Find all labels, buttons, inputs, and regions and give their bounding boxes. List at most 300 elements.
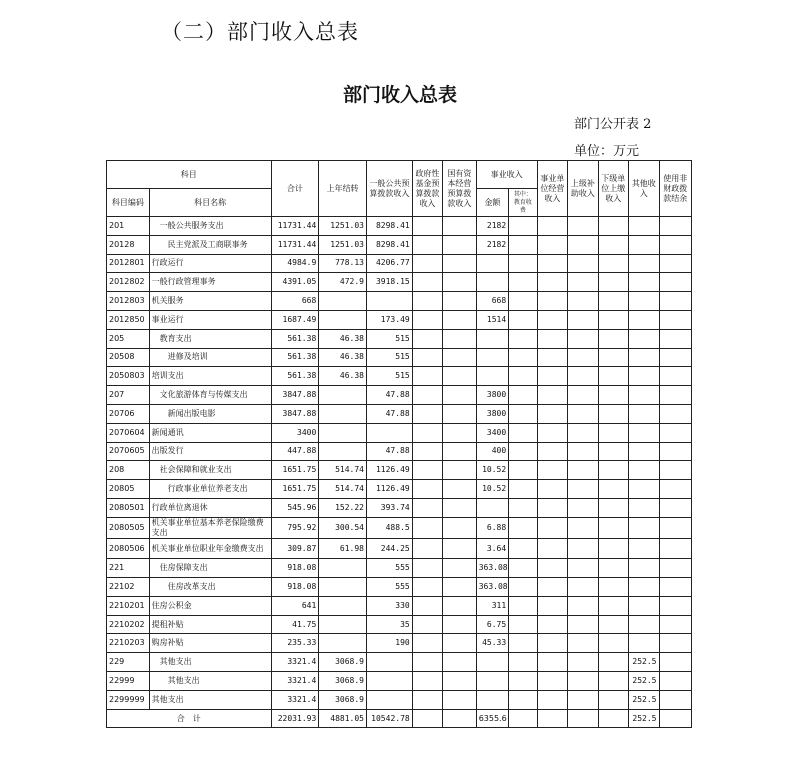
header-non-fiscal: 使用非财政拨款结余 [659, 161, 692, 217]
cell-name: 出版发行 [149, 442, 271, 461]
cell-general-budget: 515 [367, 367, 413, 386]
cell-general-budget [367, 292, 413, 311]
cell-code: 2012801 [107, 254, 150, 273]
header-gov-fund: 政府性基金预算拨款收入 [412, 161, 442, 217]
cell-total: 545.96 [271, 498, 319, 517]
cell-code: 2012802 [107, 273, 150, 292]
cell-subordinate [598, 480, 628, 499]
cell-subordinate [598, 672, 628, 691]
cell-biz-income [537, 235, 567, 254]
cell-superior-subsidy [568, 329, 598, 348]
cell-general-budget [367, 423, 413, 442]
cell-superior-subsidy [568, 615, 598, 634]
cell-biz-income [537, 404, 567, 423]
cell-gov-fund [412, 404, 442, 423]
cell-biz-income [537, 217, 567, 236]
table-row [107, 690, 692, 709]
cell-edu-fee [509, 367, 537, 386]
cell-non-fiscal [659, 386, 692, 405]
cell-name: 购房补贴 [149, 634, 271, 653]
cell-name: 行政事业单位养老支出 [149, 480, 271, 499]
cell-edu-fee [509, 217, 537, 236]
cell-career-amount: 10.52 [476, 480, 509, 499]
cell-general-budget: 47.88 [367, 404, 413, 423]
cell-other-income [629, 217, 659, 236]
cell-gov-fund [412, 292, 442, 311]
cell-biz-income [537, 653, 567, 672]
cell-gov-fund [412, 254, 442, 273]
table-row [107, 596, 692, 615]
cell-superior-subsidy [568, 292, 598, 311]
cell-subordinate [598, 538, 628, 559]
cell-name: 社会保障和就业支出 [149, 461, 271, 480]
cell-name: 机关事业单位基本养老保险缴费支出 [149, 517, 271, 538]
cell-code: 22999 [107, 672, 150, 691]
cell-total: 22031.93 [271, 709, 319, 728]
cell-non-fiscal [659, 578, 692, 597]
cell-other-income [629, 386, 659, 405]
cell-career-amount [476, 672, 509, 691]
cell-superior-subsidy [568, 235, 598, 254]
cell-non-fiscal [659, 461, 692, 480]
page-title: 部门收入总表 [342, 84, 457, 106]
cell-edu-fee [509, 538, 537, 559]
cell-total: 41.75 [271, 615, 319, 634]
cell-gov-fund [412, 273, 442, 292]
header-biz-income: 事业单位经营收入 [537, 161, 567, 217]
cell-carryover: 152.22 [319, 498, 367, 517]
cell-biz-income [537, 273, 567, 292]
cell-carryover: 3068.9 [319, 672, 367, 691]
cell-biz-income [537, 423, 567, 442]
cell-carryover: 514.74 [319, 480, 367, 499]
cell-career-amount: 6.88 [476, 517, 509, 538]
cell-subordinate [598, 273, 628, 292]
cell-gov-fund [412, 329, 442, 348]
cell-superior-subsidy [568, 442, 598, 461]
cell-state-capital [443, 615, 477, 634]
cell-name: 一般公共服务支出 [149, 217, 271, 236]
cell-state-capital [443, 404, 477, 423]
header-career-income: 事业收入 [476, 161, 537, 189]
cell-career-amount: 3.64 [476, 538, 509, 559]
cell-state-capital [443, 498, 477, 517]
table-row [107, 217, 692, 236]
cell-superior-subsidy [568, 423, 598, 442]
cell-career-amount [476, 273, 509, 292]
header-total: 合计 [271, 161, 319, 217]
cell-state-capital [443, 217, 477, 236]
cell-code: 22102 [107, 578, 150, 597]
cell-state-capital [443, 367, 477, 386]
cell-gov-fund [412, 217, 442, 236]
cell-state-capital [443, 709, 477, 728]
cell-name: 其他支出 [149, 653, 271, 672]
cell-code: 2210201 [107, 596, 150, 615]
cell-biz-income [537, 634, 567, 653]
cell-state-capital [443, 653, 477, 672]
cell-general-budget: 35 [367, 615, 413, 634]
cell-subordinate [598, 498, 628, 517]
cell-total: 918.08 [271, 559, 319, 578]
cell-career-amount: 45.33 [476, 634, 509, 653]
cell-edu-fee [509, 404, 537, 423]
cell-biz-income [537, 596, 567, 615]
cell-carryover: 300.54 [319, 517, 367, 538]
header-other-income: 其他收入 [629, 161, 659, 217]
cell-name: 行政运行 [149, 254, 271, 273]
header-general-budget: 一般公共预算拨款收入 [367, 161, 413, 217]
cell-edu-fee [509, 292, 537, 311]
cell-superior-subsidy [568, 709, 598, 728]
header-subordinate: 下级单位上缴收入 [598, 161, 628, 217]
table-row [107, 461, 692, 480]
cell-state-capital [443, 292, 477, 311]
cell-gov-fund [412, 596, 442, 615]
cell-name: 一般行政管理事务 [149, 273, 271, 292]
section-title: （二）部门收入总表 [161, 20, 359, 44]
cell-carryover: 46.38 [319, 348, 367, 367]
cell-edu-fee [509, 329, 537, 348]
cell-non-fiscal [659, 442, 692, 461]
cell-other-income [629, 367, 659, 386]
cell-other-income [629, 310, 659, 329]
cell-code: 2080506 [107, 538, 150, 559]
table-row [107, 480, 692, 499]
cell-code: 229 [107, 653, 150, 672]
table-row [107, 634, 692, 653]
cell-name: 住房改革支出 [149, 578, 271, 597]
cell-gov-fund [412, 634, 442, 653]
cell-code: 2012803 [107, 292, 150, 311]
cell-carryover [319, 559, 367, 578]
cell-career-amount [476, 498, 509, 517]
cell-edu-fee [509, 310, 537, 329]
cell-career-amount [476, 367, 509, 386]
cell-carryover [319, 386, 367, 405]
cell-career-amount [476, 690, 509, 709]
cell-total: 561.38 [271, 329, 319, 348]
cell-gov-fund [412, 578, 442, 597]
cell-non-fiscal [659, 672, 692, 691]
cell-edu-fee [509, 634, 537, 653]
table-row [107, 578, 692, 597]
cell-non-fiscal [659, 538, 692, 559]
table-row [107, 423, 692, 442]
cell-other-income [629, 348, 659, 367]
cell-subordinate [598, 348, 628, 367]
cell-code: 2080501 [107, 498, 150, 517]
total-row [107, 709, 692, 728]
table-row [107, 348, 692, 367]
cell-superior-subsidy [568, 273, 598, 292]
table-row [107, 310, 692, 329]
cell-non-fiscal [659, 653, 692, 672]
cell-subordinate [598, 235, 628, 254]
cell-name: 住房公积金 [149, 596, 271, 615]
cell-edu-fee [509, 578, 537, 597]
table-row [107, 653, 692, 672]
cell-non-fiscal [659, 615, 692, 634]
cell-subordinate [598, 367, 628, 386]
cell-carryover [319, 578, 367, 597]
cell-gov-fund [412, 480, 442, 499]
cell-non-fiscal [659, 254, 692, 273]
cell-code: 208 [107, 461, 150, 480]
cell-total: 3400 [271, 423, 319, 442]
cell-subordinate [598, 292, 628, 311]
cell-code: 201 [107, 217, 150, 236]
cell-carryover: 3068.9 [319, 690, 367, 709]
cell-state-capital [443, 442, 477, 461]
cell-other-income [629, 538, 659, 559]
cell-edu-fee [509, 690, 537, 709]
cell-superior-subsidy [568, 386, 598, 405]
cell-general-budget: 515 [367, 348, 413, 367]
cell-superior-subsidy [568, 690, 598, 709]
cell-biz-income [537, 442, 567, 461]
cell-non-fiscal [659, 273, 692, 292]
cell-gov-fund [412, 653, 442, 672]
table-row [107, 559, 692, 578]
cell-gov-fund [412, 559, 442, 578]
cell-non-fiscal [659, 329, 692, 348]
cell-state-capital [443, 596, 477, 615]
cell-general-budget: 47.88 [367, 442, 413, 461]
cell-general-budget: 10542.78 [367, 709, 413, 728]
cell-career-amount: 3800 [476, 404, 509, 423]
cell-subordinate [598, 517, 628, 538]
cell-career-amount: 668 [476, 292, 509, 311]
cell-code: 2070604 [107, 423, 150, 442]
cell-career-amount: 2182 [476, 235, 509, 254]
table-row [107, 254, 692, 273]
cell-edu-fee [509, 498, 537, 517]
cell-code: 2012850 [107, 310, 150, 329]
cell-total: 1651.75 [271, 480, 319, 499]
cell-subordinate [598, 461, 628, 480]
cell-gov-fund [412, 615, 442, 634]
header-carryover: 上年结转 [319, 161, 367, 217]
cell-code: 2070605 [107, 442, 150, 461]
cell-carryover: 1251.03 [319, 235, 367, 254]
cell-biz-income [537, 292, 567, 311]
cell-biz-income [537, 538, 567, 559]
cell-code: 2210203 [107, 634, 150, 653]
cell-carryover: 472.9 [319, 273, 367, 292]
cell-general-budget: 173.49 [367, 310, 413, 329]
cell-career-amount: 363.08 [476, 559, 509, 578]
cell-code: 20128 [107, 235, 150, 254]
cell-non-fiscal [659, 404, 692, 423]
cell-code: 20805 [107, 480, 150, 499]
cell-general-budget: 555 [367, 578, 413, 597]
cell-state-capital [443, 634, 477, 653]
cell-career-amount [476, 348, 509, 367]
cell-biz-income [537, 254, 567, 273]
cell-subordinate [598, 653, 628, 672]
cell-superior-subsidy [568, 578, 598, 597]
cell-superior-subsidy [568, 367, 598, 386]
table-row [107, 672, 692, 691]
table-row [107, 517, 692, 538]
cell-other-income [629, 461, 659, 480]
cell-subordinate [598, 634, 628, 653]
cell-carryover [319, 292, 367, 311]
cell-total: 3847.88 [271, 386, 319, 405]
cell-total: 309.87 [271, 538, 319, 559]
cell-subordinate [598, 709, 628, 728]
cell-general-budget: 555 [367, 559, 413, 578]
cell-other-income [629, 578, 659, 597]
cell-superior-subsidy [568, 404, 598, 423]
cell-non-fiscal [659, 480, 692, 499]
cell-subordinate [598, 578, 628, 597]
cell-edu-fee [509, 480, 537, 499]
cell-state-capital [443, 480, 477, 499]
cell-carryover [319, 404, 367, 423]
cell-general-budget: 1126.49 [367, 461, 413, 480]
header-edu-fee: 其中：教育收费 [509, 189, 537, 217]
cell-subordinate [598, 690, 628, 709]
cell-subordinate [598, 596, 628, 615]
cell-career-amount [476, 254, 509, 273]
cell-superior-subsidy [568, 559, 598, 578]
cell-edu-fee [509, 559, 537, 578]
cell-total: 561.38 [271, 367, 319, 386]
cell-general-budget: 47.88 [367, 386, 413, 405]
cell-superior-subsidy [568, 217, 598, 236]
cell-name: 机关服务 [149, 292, 271, 311]
cell-edu-fee [509, 386, 537, 405]
cell-name: 住房保障支出 [149, 559, 271, 578]
cell-biz-income [537, 578, 567, 597]
cell-non-fiscal [659, 596, 692, 615]
cell-superior-subsidy [568, 634, 598, 653]
cell-superior-subsidy [568, 310, 598, 329]
cell-carryover: 46.38 [319, 329, 367, 348]
cell-career-amount: 400 [476, 442, 509, 461]
cell-non-fiscal [659, 217, 692, 236]
cell-other-income [629, 254, 659, 273]
cell-general-budget: 244.25 [367, 538, 413, 559]
cell-total: 3321.4 [271, 653, 319, 672]
cell-total: 11731.44 [271, 217, 319, 236]
cell-state-capital [443, 310, 477, 329]
cell-code: 2210202 [107, 615, 150, 634]
cell-state-capital [443, 461, 477, 480]
cell-non-fiscal [659, 348, 692, 367]
cell-general-budget: 8298.41 [367, 235, 413, 254]
cell-other-income [629, 442, 659, 461]
cell-total: 4984.9 [271, 254, 319, 273]
cell-other-income [629, 615, 659, 634]
cell-gov-fund [412, 517, 442, 538]
cell-career-amount: 3400 [476, 423, 509, 442]
form-number: 部门公开表 2 [574, 117, 652, 132]
cell-total: 235.33 [271, 634, 319, 653]
cell-general-budget: 393.74 [367, 498, 413, 517]
cell-carryover [319, 310, 367, 329]
cell-gov-fund [412, 672, 442, 691]
cell-state-capital [443, 329, 477, 348]
cell-state-capital [443, 254, 477, 273]
cell-superior-subsidy [568, 517, 598, 538]
cell-subordinate [598, 254, 628, 273]
cell-biz-income [537, 386, 567, 405]
cell-gov-fund [412, 690, 442, 709]
cell-general-budget: 190 [367, 634, 413, 653]
header-amount: 金额 [476, 189, 509, 217]
cell-total: 668 [271, 292, 319, 311]
cell-superior-subsidy [568, 480, 598, 499]
table-row [107, 367, 692, 386]
header-name: 科目名称 [149, 189, 271, 217]
cell-state-capital [443, 559, 477, 578]
cell-state-capital [443, 690, 477, 709]
cell-gov-fund [412, 310, 442, 329]
cell-total-label: 合 计 [107, 709, 272, 728]
cell-career-amount: 3800 [476, 386, 509, 405]
cell-state-capital [443, 538, 477, 559]
cell-career-amount: 6355.6 [476, 709, 509, 728]
cell-subordinate [598, 559, 628, 578]
cell-subordinate [598, 386, 628, 405]
cell-other-income [629, 634, 659, 653]
cell-edu-fee [509, 235, 537, 254]
cell-carryover [319, 442, 367, 461]
cell-non-fiscal [659, 690, 692, 709]
cell-carryover: 46.38 [319, 367, 367, 386]
cell-career-amount: 363.08 [476, 578, 509, 597]
cell-general-budget: 515 [367, 329, 413, 348]
cell-non-fiscal [659, 517, 692, 538]
cell-gov-fund [412, 442, 442, 461]
cell-carryover [319, 596, 367, 615]
cell-total: 795.92 [271, 517, 319, 538]
cell-general-budget [367, 690, 413, 709]
table-row [107, 292, 692, 311]
cell-non-fiscal [659, 235, 692, 254]
cell-career-amount: 1514 [476, 310, 509, 329]
cell-biz-income [537, 615, 567, 634]
cell-edu-fee [509, 442, 537, 461]
cell-subordinate [598, 329, 628, 348]
cell-edu-fee [509, 348, 537, 367]
cell-name: 培训支出 [149, 367, 271, 386]
cell-edu-fee [509, 423, 537, 442]
cell-carryover [319, 615, 367, 634]
cell-edu-fee [509, 517, 537, 538]
cell-state-capital [443, 348, 477, 367]
cell-biz-income [537, 480, 567, 499]
cell-other-income [629, 273, 659, 292]
cell-gov-fund [412, 367, 442, 386]
cell-non-fiscal [659, 559, 692, 578]
cell-non-fiscal [659, 310, 692, 329]
cell-career-amount [476, 653, 509, 672]
cell-subordinate [598, 404, 628, 423]
cell-name: 文化旅游体育与传媒支出 [149, 386, 271, 405]
cell-non-fiscal [659, 292, 692, 311]
cell-career-amount: 6.75 [476, 615, 509, 634]
cell-carryover: 4881.05 [319, 709, 367, 728]
cell-carryover: 3068.9 [319, 653, 367, 672]
cell-edu-fee [509, 273, 537, 292]
cell-gov-fund [412, 348, 442, 367]
cell-other-income: 252.5 [629, 690, 659, 709]
cell-gov-fund [412, 461, 442, 480]
